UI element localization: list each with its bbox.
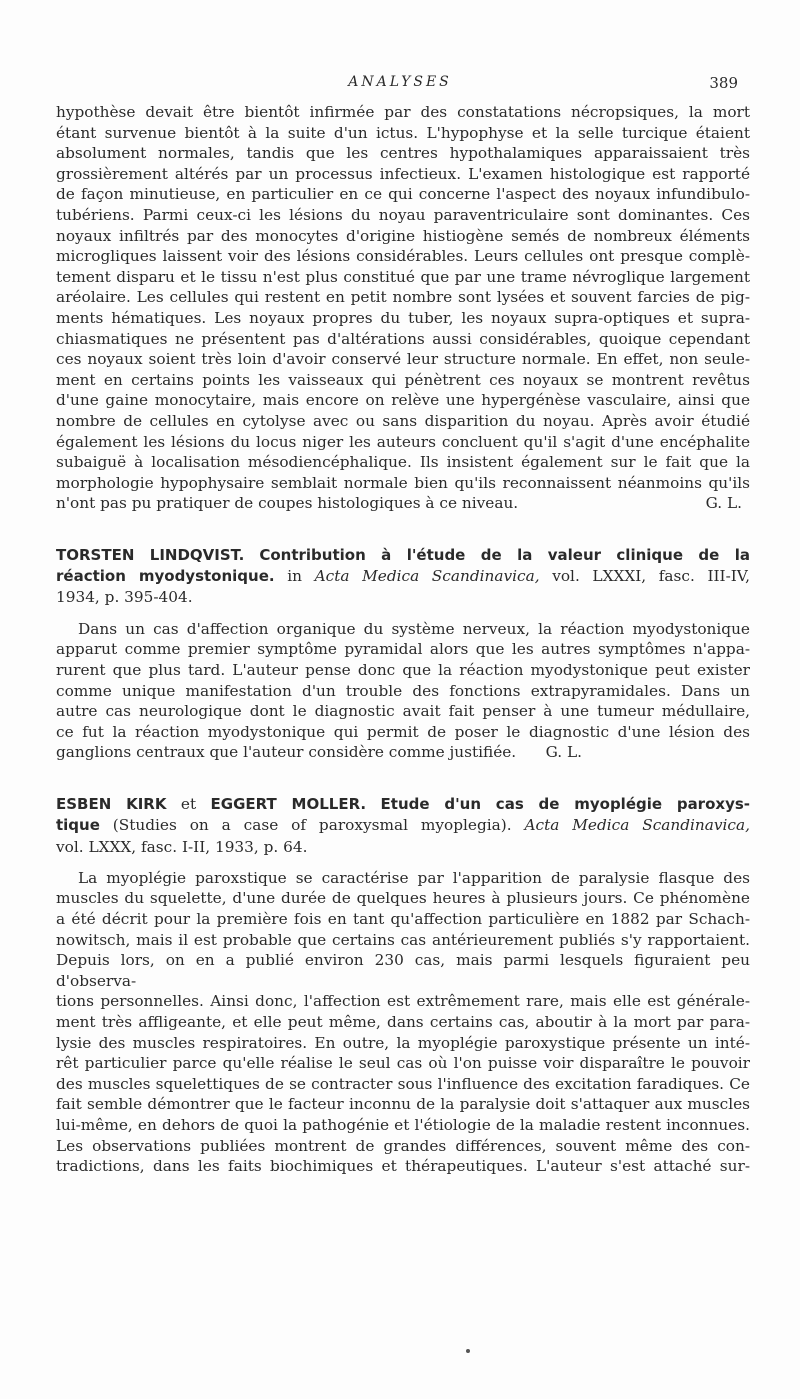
article-title: Contribution à l'étude de la valeur clinique de la <box>259 545 750 564</box>
author-name-2: EGGERT MOLLER. <box>210 794 367 813</box>
text-line: a été décrit pour la première fois en tant qu'affection particulière en 1882 par Schach- <box>56 910 750 928</box>
text-line: muscles du squelette, d'une durée de quelques heures à plusieurs jours. Ce phénomène <box>56 889 750 908</box>
text-line: lysie des muscles respiratoires. En outre, la myoplégie paroxystique présente un inté- <box>56 1033 750 1052</box>
body-text <box>56 102 750 1177</box>
text-line: nombre de cellules en cytolyse avec ou sans disparition du noyau. Après avoir étudié <box>56 411 750 430</box>
review-heading <box>56 587 750 608</box>
author-name: TORSTEN LINDQVIST. <box>56 545 245 564</box>
text-line: ment en certains points les vaisseaux qui pénètrent ces noyaux se montrent revêtus <box>56 370 750 389</box>
article-title: Etude d'un cas de myoplégie paroxys- <box>380 794 750 813</box>
text-line: aréolaire. Les cellules qui restent en petit nombre sont lysées et souvent farcies de pig- <box>56 288 750 307</box>
text-line: comme unique manifestation d'un trouble des fonctions extrapyramidales. Dans un <box>56 681 750 700</box>
author-name: ESBEN KIRK <box>56 794 167 813</box>
text-line <box>56 742 750 763</box>
signoff-initials: G. L. <box>545 743 582 762</box>
text-line: ces noyaux soient très loin d'avoir conservé leur structure normale. En effet, non seule- <box>56 350 750 369</box>
text-line: absolument normales, tandis que les centres hypothalamiques apparaissaient très <box>56 144 750 163</box>
text-line: étant survenue bientôt à la suite d'un ictus. L'hypophyse et la selle turcique étaient <box>56 123 750 142</box>
text-line: noyaux infiltrés par des monocytes d'origine histiogène semés de nombreux éléments <box>56 226 750 245</box>
review-heading <box>56 545 750 566</box>
text-line: ments hématiques. Les noyaux propres du tuber, les noyaux supra-optiques et supra- <box>56 308 750 327</box>
article-title-cont: réaction myodystonique. <box>56 567 275 586</box>
review-heading <box>56 815 750 836</box>
speck-mark <box>466 1349 470 1353</box>
signoff-initials: G. L. <box>705 494 742 513</box>
review-heading <box>56 566 750 587</box>
text-line: tradictions, dans les faits biochimiques et thérapeutiques. L'auteur s'est attaché sur- <box>56 1157 750 1176</box>
subtitle: (Studies on a case of paroxysmal myoplegia). <box>112 816 512 835</box>
text-line: de façon minutieuse, en particulier en ce qui concerne l'aspect des noyaux infundibulo- <box>56 185 750 204</box>
text-line: également les lésions du locus niger les auteurs concluent qu'il s'agit d'une encéphalite <box>56 432 750 451</box>
review-lindqvist <box>56 545 750 763</box>
text-line: tubériens. Parmi ceux-ci les lésions du noyau paraventriculaire sont dominantes. Ces <box>56 205 750 224</box>
text-line: ment très affligeante, et elle peut même, dans certains cas, aboutir à la mort par para- <box>56 1012 750 1031</box>
text-line: chiasmatiques ne présentent pas d'altérations aussi considérables, quoique cependant <box>56 329 750 348</box>
text-line: Dans un cas d'affection organique du système nerveux, la réaction myodystonique <box>78 619 750 638</box>
text-line: rurent que plus tard. L'auteur pense donc que la réaction myodystonique peut exister <box>56 660 750 679</box>
text-line: subaiguë à localisation mésodiencéphalique. Ils insistent également sur le fait que la <box>56 453 750 472</box>
running-title: ANALYSES <box>348 74 452 90</box>
text-line-content: ganglions centraux que l'auteur considère comme justifiée. <box>56 743 517 762</box>
text-line: hypothèse devait être bientôt infirmée par des constatations nécropsiques, la mort <box>56 103 750 121</box>
citation-pages: 1934, p. 395-404. <box>56 588 193 607</box>
text-line: tions personnelles. Ainsi donc, l'affection est extrêmement rare, mais elle est générale- <box>56 992 750 1011</box>
text-line <box>56 493 750 514</box>
text-line: Depuis lors, on en a publié environ 230 cas, mais parmi lesquels figuraient peu d'observa- <box>56 951 750 990</box>
text-line: ce fut la réaction myodystonique qui permit de poser le diagnostic d'une lésion des <box>56 722 750 741</box>
text-line: fait semble démontrer que le facteur inconnu de la paralysie doit s'attaquer aux muscles <box>56 1095 750 1114</box>
citation: vol. LXXXI, fasc. III-IV, <box>552 567 751 586</box>
article-title-cont: tique <box>56 816 100 835</box>
et-word: et <box>180 794 197 813</box>
text-line: La myoplégie paroxstique se caractérise par l'apparition de paralysie flasque des <box>78 868 750 887</box>
text-line-content: n'ont pas pu pratiquer de coupes histologiques à ce niveau. <box>56 494 519 513</box>
text-line: d'une gaine monocytaire, mais encore on relève une hypergénèse vasculaire, ainsi que <box>56 391 750 410</box>
review-heading <box>56 794 750 815</box>
text-line: autre cas neurologique dont le diagnostic avait fait penser à une tumeur médullaire, <box>56 702 750 721</box>
review-kirk-moller <box>56 794 750 1177</box>
intro-paragraph <box>56 102 750 514</box>
citation: vol. LXXX, fasc. I-II, 1933, p. 64. <box>56 837 308 856</box>
text-line: apparut comme premier symptôme pyramidal alors que les autres symptômes n'appa- <box>56 640 750 659</box>
text-line: rêt particulier parce qu'elle réalise le seul cas où l'on puisse voir disparaître le pouvoir <box>56 1054 750 1073</box>
text-line: des muscles squelettiques de se contracter sous l'influence des excitation faradiques. Ce <box>56 1074 750 1093</box>
text-line: nowitsch, mais il est probable que certains cas antérieurement publiés s'y rapportaient. <box>56 930 750 949</box>
text-line: lui-même, en dehors de quoi la pathogénie et l'étiologie de la maladie restent inconnues. <box>56 1115 750 1134</box>
journal-name: Acta Medica Scandinavica, <box>524 816 750 835</box>
in-word: in <box>287 567 302 586</box>
text-line: morphologie hypophysaire semblait normale bien qu'ils reconnaissent néanmoins qu'ils <box>56 473 750 492</box>
page-number: 389 <box>709 74 738 92</box>
journal-name: Acta Medica Scandinavica, <box>314 567 540 586</box>
text-line: Les observations publiées montrent de grandes différences, souvent même des con- <box>56 1136 750 1155</box>
text-line: microgliques laissent voir des lésions considérables. Leurs cellules ont presque complè- <box>56 247 750 266</box>
text-line: tement disparu et le tissu n'est plus constitué que par une trame névroglique largement <box>56 267 750 286</box>
review-heading <box>56 837 750 858</box>
text-line: grossièrement altérés par un processus infectieux. L'examen histologique est rapporté <box>56 164 750 183</box>
